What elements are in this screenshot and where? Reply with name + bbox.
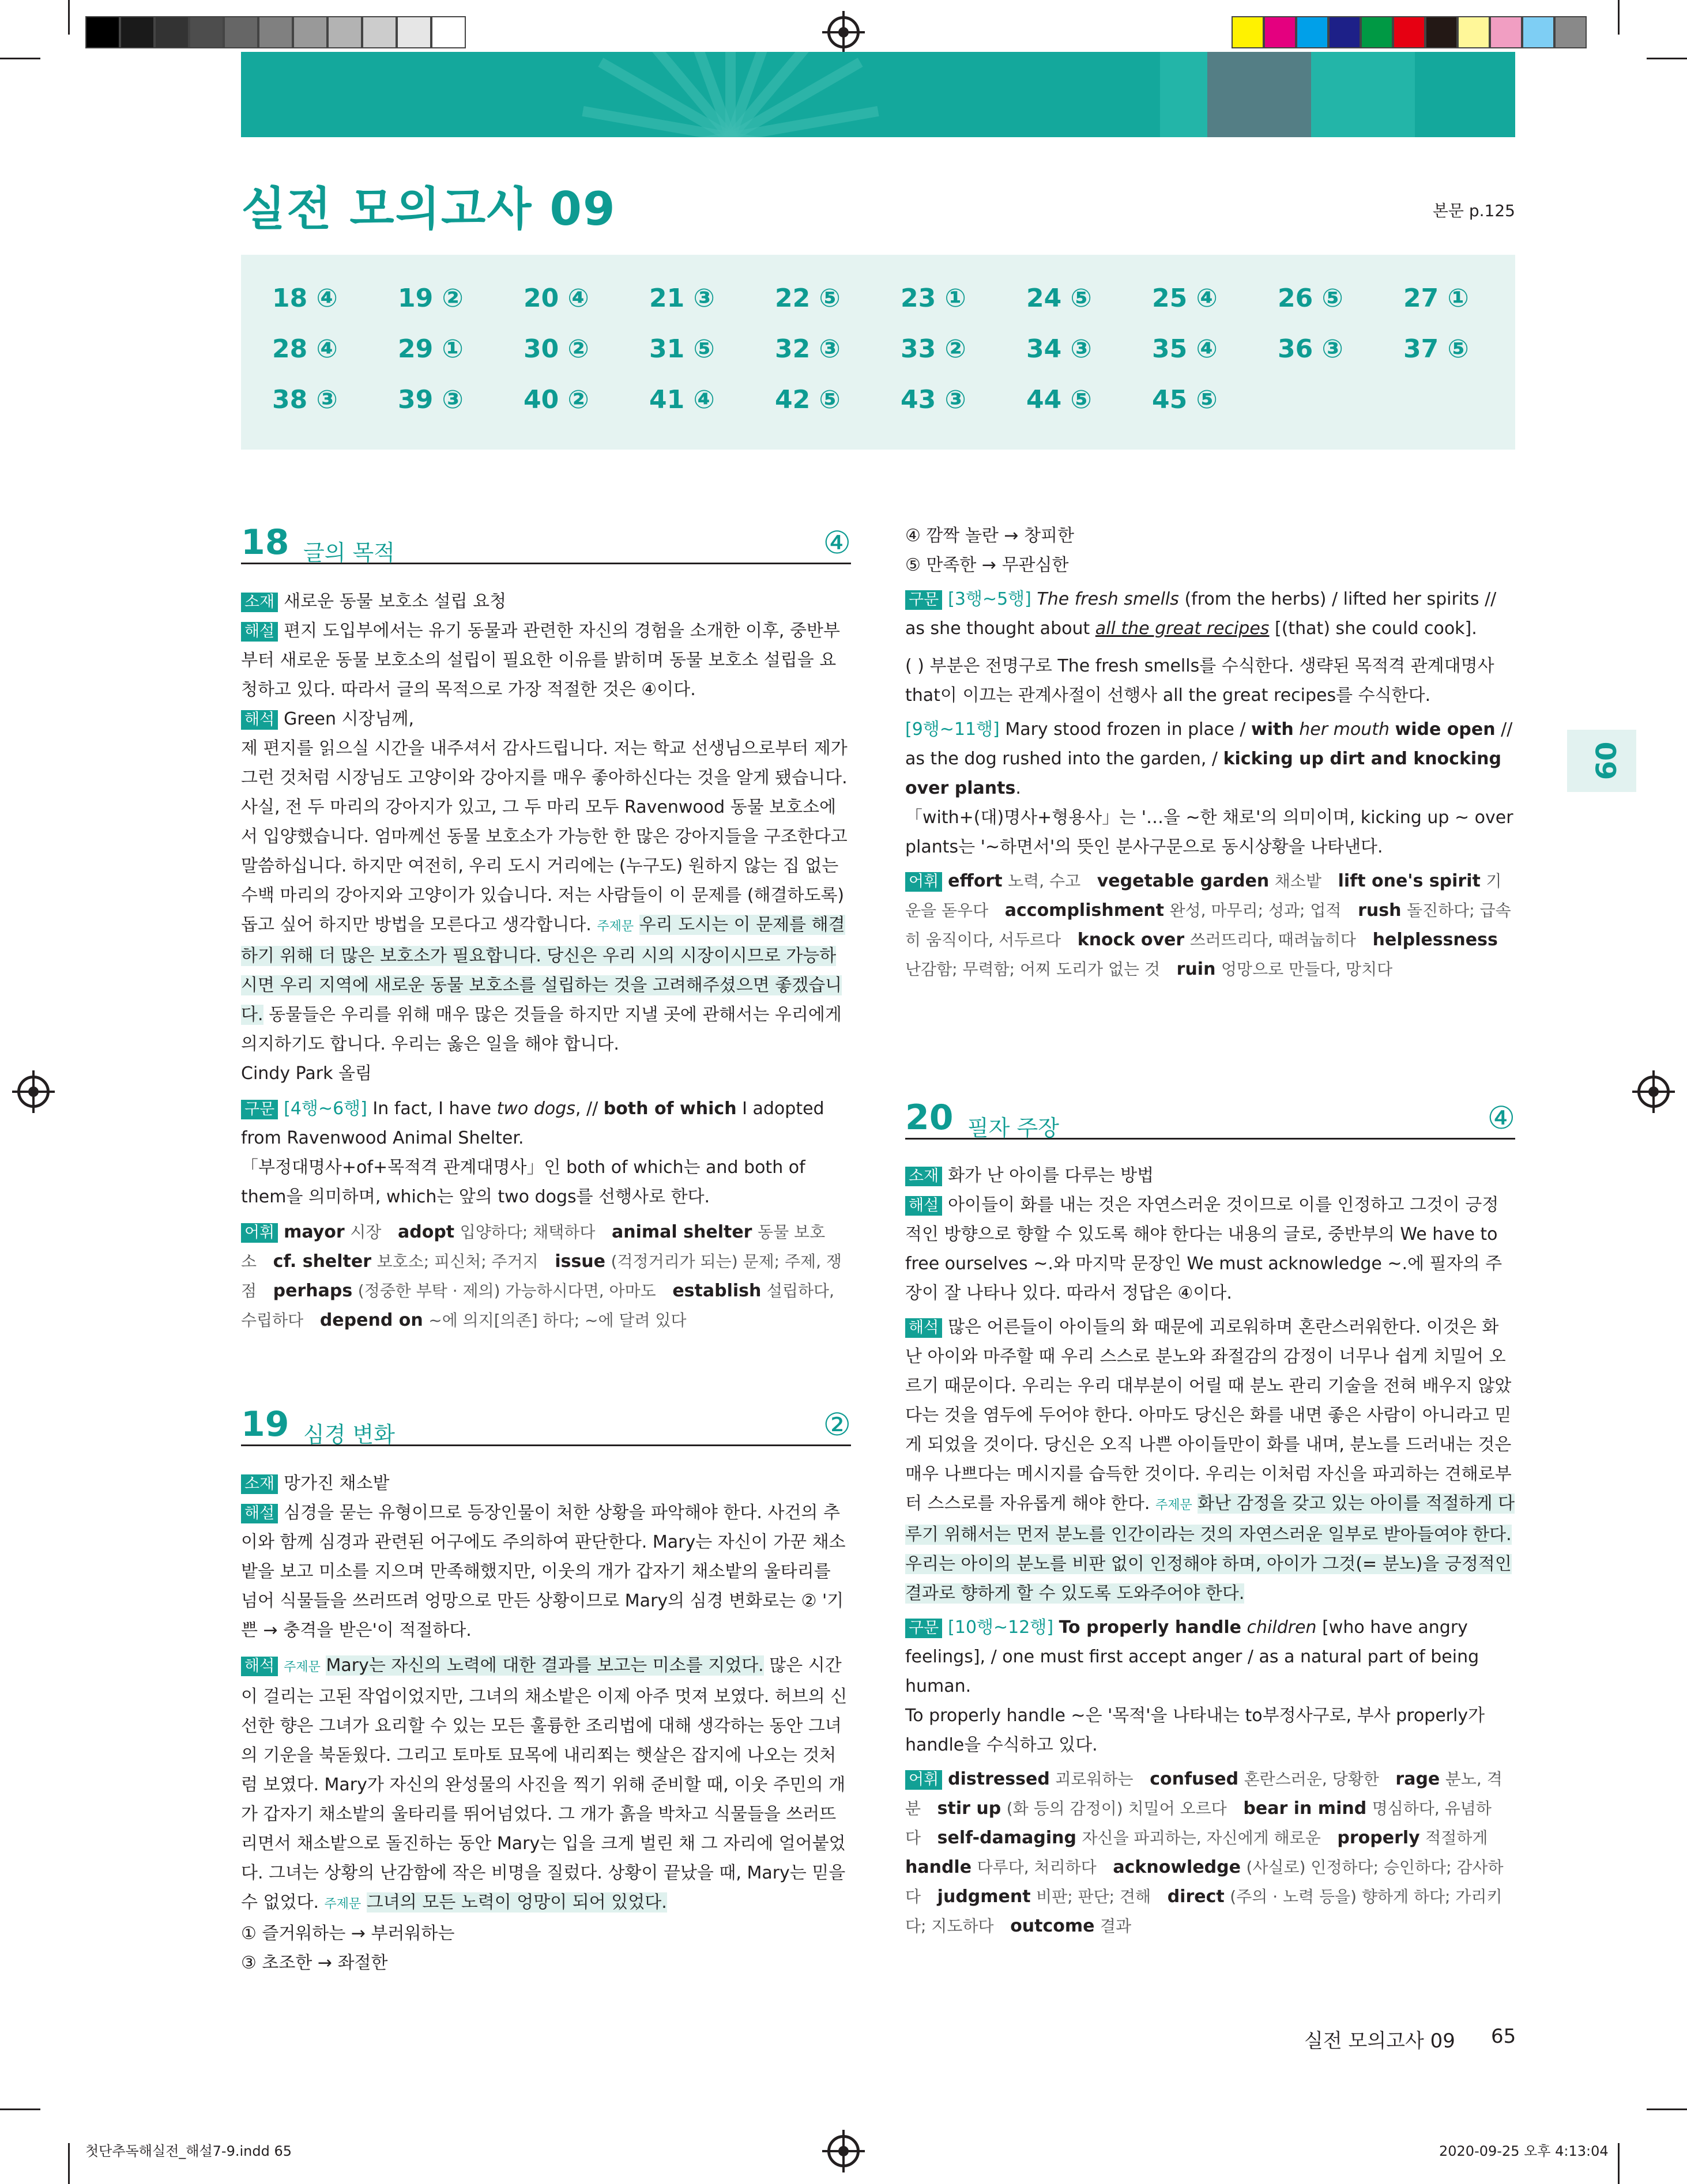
syntax-antecedent: all the great recipes — [1095, 618, 1270, 639]
syntax-with: with — [1251, 719, 1294, 740]
syntax-sentence: (from the herbs) / lifted her spirits // as she thought about — [905, 589, 1497, 639]
tag-haeseol: 해설 — [905, 1196, 942, 1216]
vocab-meaning: 입양하다; 채택하다 — [460, 1223, 596, 1242]
tag-haeseol: 해설 — [241, 1504, 278, 1523]
topic-text: 새로운 동물 보호소 설립 요청 — [284, 591, 507, 612]
syntax-antecedent: children — [1247, 1617, 1317, 1638]
answer-item: 32 ③ — [775, 334, 841, 364]
syntax-sentence: . — [1015, 778, 1021, 798]
vocab-meaning: 자신을 파괴하는, 자신에게 해로운 — [1082, 1828, 1321, 1847]
question-number: 18 — [241, 522, 289, 563]
vocab-meaning: 결과 — [1100, 1917, 1132, 1936]
vocab-meaning: 동물 보호소 — [241, 1223, 826, 1271]
vocab-word: handle — [905, 1857, 972, 1877]
answer-item: 31 ⑤ — [649, 334, 715, 364]
vocab-word: ruin — [1176, 959, 1216, 979]
answer-item: 25 ④ — [1152, 284, 1218, 313]
vocab-word: stir up — [937, 1798, 1001, 1819]
answer-item: 38 ③ — [272, 385, 338, 414]
vocab-meaning: (정중한 부탁 · 제의) 가능하시다면, 아마도 — [357, 1281, 656, 1300]
tag-gumun: 구문 — [905, 1619, 942, 1638]
vocab-meaning: (주의 · 노력 등을) 향하게 하다; 가리키다; 지도하다 — [905, 1887, 1503, 1936]
answer-item: 37 ⑤ — [1403, 334, 1469, 364]
registration-mark-bottom — [827, 2135, 860, 2167]
vocab-meaning: 기운을 돋우다 — [905, 872, 1502, 920]
question-answer: ② — [823, 1406, 851, 1443]
vocab-meaning: 비판; 판단; 견해 — [1036, 1887, 1151, 1906]
vocab-word: effort — [948, 871, 1003, 891]
line-reference: [3행~5행] — [948, 589, 1031, 609]
syntax-relative: both of which — [603, 1099, 737, 1119]
answer-item: 45 ⑤ — [1152, 385, 1218, 414]
question-19-body — [241, 1469, 851, 1978]
explanation-text: 아이들이 화를 내는 것은 자연스러운 것이므로 이를 인정하고 그것이 긍정적인 방향으로 향할 수 있도록 해야 한다는 내용의 글로, 중반부의 We have to free ourselves ~.와 마지막 문장인 We must acknowledge ~.에 필자의 주장이 잘 나타나 있다. 따라서 정답은 ④이다. — [905, 1195, 1503, 1303]
syntax-relative-clause: [(that) she could cook]. — [1274, 618, 1477, 639]
line-reference: [10행~12행] — [948, 1617, 1054, 1638]
answer-item: 39 ③ — [398, 385, 464, 414]
vocab-word: depend on — [319, 1310, 423, 1330]
topic-sentence-label: 주제문 — [284, 1660, 321, 1674]
answer-item: 27 ① — [1403, 284, 1469, 313]
syntax-sentence: // as the dog rushed into the garden, / — [905, 719, 1513, 769]
answer-item: 21 ③ — [649, 284, 715, 313]
syntax-subject: The fresh smells — [1037, 589, 1179, 609]
translation-signature: Cindy Park 올림 — [241, 1063, 372, 1084]
vocab-word: helplessness — [1372, 930, 1498, 950]
question-answer: ④ — [823, 525, 851, 561]
question-19-header — [241, 1404, 851, 1446]
page-number: 65 — [1491, 2025, 1516, 2048]
tag-sojae: 소재 — [241, 593, 278, 612]
question-19-continued — [905, 521, 1515, 984]
vocab-word: outcome — [1010, 1916, 1095, 1936]
line-reference: [9행~11행] — [905, 719, 1000, 740]
slug-date: 2020-09-25 오후 4:13:04 — [1439, 2143, 1609, 2159]
syntax-complement: wide open — [1395, 719, 1496, 740]
answer-item: 19 ② — [398, 284, 464, 313]
slug-filename: 첫단추독해실전_해설7-9.indd 65 — [85, 2143, 292, 2159]
syntax-sentence: , // — [575, 1099, 604, 1119]
vocab-word: issue — [555, 1251, 606, 1272]
question-number: 20 — [905, 1097, 954, 1138]
tag-haeseol: 해설 — [241, 622, 278, 642]
syntax-object: her mouth — [1299, 719, 1389, 740]
answer-item: 34 ③ — [1026, 334, 1092, 364]
answer-item: 23 ① — [901, 284, 966, 313]
answer-item: 30 ② — [524, 334, 589, 364]
topic-sentence-label: 주제문 — [324, 1897, 362, 1911]
vocab-meaning: ~에 의지[의존] 하다; ~에 달려 있다 — [428, 1311, 687, 1330]
vocab-meaning: 명심하다, 유념하다 — [905, 1799, 1492, 1847]
registration-mark-right — [1637, 1076, 1670, 1108]
vocab-meaning: (화 등의 감정이) 치밀어 오르다 — [1006, 1799, 1227, 1818]
vocab-word: properly — [1337, 1828, 1420, 1848]
vocab-word: accomplishment — [1004, 900, 1165, 921]
answer-item: 36 ③ — [1278, 334, 1343, 364]
syntax-infinitive: To properly handle — [1059, 1617, 1241, 1638]
answer-item: 33 ② — [901, 334, 966, 364]
syntax-sentence: I adopted from Ravenwood Animal Shelter. — [241, 1099, 824, 1148]
option-item: ① 즐거워하는 → 부러워하는 — [241, 1923, 455, 1944]
tag-gumun: 구문 — [241, 1100, 278, 1119]
vocab-meaning: 보호소; 피신처; 주거지 — [376, 1252, 539, 1271]
question-18-header — [241, 522, 851, 564]
vocab-word: perhaps — [273, 1281, 353, 1301]
syntax-sentence: In fact, I have — [372, 1099, 492, 1119]
syntax-participle: kicking up dirt and knocking over plants — [905, 749, 1502, 798]
vocab-meaning: 괴로워하는 — [1055, 1770, 1134, 1789]
header-band — [241, 52, 1515, 137]
syntax-antecedent: two dogs — [496, 1099, 575, 1119]
question-number: 19 — [241, 1404, 289, 1444]
answer-item: 24 ⑤ — [1026, 284, 1092, 313]
vocab-meaning: 적절하게 — [1425, 1828, 1488, 1847]
vocab-meaning: 완성, 마무리; 성과; 업적 — [1169, 901, 1342, 920]
vocab-meaning: (사실로) 인정하다; 승인하다; 감사하다 — [905, 1858, 1504, 1906]
question-20-header — [905, 1097, 1515, 1140]
page-title: 실전 모의고사 09 — [241, 182, 616, 236]
translation-greeting: Green 시장님께, — [284, 709, 415, 729]
syntax-note: 「부정대명사+of+목적격 관계대명사」인 both of which는 and both of them을 의미하며, which는 앞의 two dogs를 선행사로 한다. — [241, 1157, 805, 1207]
answer-item: 44 ⑤ — [1026, 385, 1092, 414]
topic-sentence-label: 주제문 — [597, 919, 634, 934]
vocab-word: establish — [672, 1281, 762, 1301]
vocab-word: lift one's spirit — [1338, 871, 1481, 891]
vocab-word: self-damaging — [937, 1828, 1076, 1848]
option-item: ④ 깜짝 놀란 → 창피한 — [905, 526, 1075, 546]
answer-item: 35 ④ — [1152, 334, 1218, 364]
question-type: 글의 목적 — [303, 540, 395, 565]
answer-item: 41 ④ — [649, 385, 715, 414]
answer-item: 42 ⑤ — [775, 385, 841, 414]
vocab-word: knock over — [1077, 930, 1185, 950]
translation-text: 제 편지를 읽으실 시간을 내주셔서 감사드립니다. 저는 학교 선생님으로부터 제가 그런 것처럼 시장님도 고양이와 강아지를 매우 좋아하신다는 것을 알게 됐습니다. 사실, 전 두 마리의 강아지가 있고, 그 두 마리 모두 Ravenwood 동물 보호소에서 입양했습니다. 엄마께선 동물 보호소가 가능한 한 많은 강아지들을 구조한다고 말씀하십니다. 하지만 여전히, 우리 도시 거리에는 (누구도) 원하지 않는 집 없는 수백 마리의 강아지와 고양이가 있습니다. 저는 사람들이 이 문제를 (해결하도록) 돕고 싶어 하지만 방법을 모른다고 생각합니다. — [241, 738, 848, 935]
translation-text: 동물들은 우리를 위해 매우 많은 것들을 하지만 지낼 곳에 관해서는 우리에게 의지하기도 합니다. 우리는 옳은 일을 해야 합니다. — [241, 1005, 842, 1054]
question-answer: ④ — [1487, 1100, 1515, 1136]
side-tab-label: 09 — [1588, 741, 1621, 780]
vocab-meaning: 엉망으로 만들다, 망치다 — [1221, 960, 1393, 979]
option-item: ③ 초조한 → 좌절한 — [241, 1953, 388, 1973]
question-20-body — [905, 1161, 1515, 1941]
answer-item: 28 ④ — [272, 334, 338, 364]
syntax-sentence: [who have angry feelings], / one must first accept anger / as a natural part of being human. — [905, 1617, 1479, 1696]
answer-key — [241, 255, 1515, 450]
answer-item: 18 ④ — [272, 284, 338, 313]
registration-mark-top — [827, 16, 860, 48]
answer-item: 40 ② — [524, 385, 589, 414]
vocab-word: mayor — [284, 1222, 345, 1242]
line-reference: [4행~6행] — [284, 1099, 367, 1119]
tag-eohwi: 어휘 — [905, 872, 942, 892]
syntax-sentence: Mary stood frozen in place / — [1005, 719, 1246, 740]
side-tab — [1567, 730, 1636, 792]
explanation-text: 편지 도입부에서는 유기 동물과 관련한 자신의 경험을 소개한 이후, 중반부부터 새로운 동물 보호소의 설립이 필요한 이유를 밝히며 동물 보호소 설립을 요청하고 있다. 따라서 글의 목적으로 가장 적절한 것은 ④이다. — [241, 621, 840, 700]
question-type: 필자 주장 — [967, 1115, 1059, 1141]
topic-sentence: Mary는 자신의 노력에 대한 결과를 보고는 미소를 지었다. — [326, 1655, 764, 1676]
topic-text: 화가 난 아이를 다루는 방법 — [948, 1165, 1154, 1186]
answer-item: 22 ⑤ — [775, 284, 841, 313]
topic-sentence: 그녀의 모든 노력이 엉망이 되어 있었다. — [366, 1892, 667, 1913]
page-reference: 본문 p.125 — [1432, 201, 1515, 220]
syntax-note: To properly handle ~은 '목적'을 나타내는 to부정사구로, 부사 properly가 handle을 수식하고 있다. — [905, 1706, 1485, 1755]
answer-item: 26 ⑤ — [1278, 284, 1343, 313]
vocab-meaning: (걱정거리가 되는) 문제; 주제, 쟁점 — [241, 1252, 842, 1300]
tag-sojae: 소재 — [905, 1167, 942, 1186]
translation-text: 많은 어른들이 아이들의 화 때문에 괴로워하며 혼란스러워한다. 이것은 화난 아이와 마주할 때 우리 스스로 분노와 좌절감의 감정이 너무나 쉽게 치밀어 오르기 때문이다. 우리는 우리 대부분이 어릴 때 분노 관리 기술을 전혀 배우지 않았다는 것을 염두에 두어야 한다. 아마도 당신은 화를 내면 좋은 사람이 아니라고 믿게 되었을 것이다. 당신은 오직 나쁜 아이들만이 화를 내며, 분노를 드러내는 것은 매우 나쁘다는 메시지를 습득한 것이다. 우리는 이처럼 자신을 파괴하는 견해로부터 스스로를 자유롭게 해야 한다. — [905, 1317, 1512, 1514]
answer-item: 20 ④ — [524, 284, 589, 313]
vocab-word: vegetable garden — [1097, 871, 1270, 891]
vocab-meaning: 설립하다, 수립하다 — [241, 1281, 834, 1330]
tag-haeseok: 해석 — [905, 1318, 942, 1338]
vocab-word: bear in mind — [1243, 1798, 1367, 1819]
vocab-word: cf. shelter — [273, 1251, 372, 1272]
tag-eohwi: 어휘 — [241, 1223, 278, 1243]
registration-mark-left — [17, 1076, 50, 1108]
vocab-word: animal shelter — [612, 1222, 752, 1242]
vocab-meaning: 돌진하다; 급속히 움직이다, 서두르다 — [905, 901, 1511, 949]
tag-gumun: 구문 — [905, 590, 942, 610]
tag-haeseok: 해석 — [241, 1657, 278, 1676]
vocab-meaning: 노력, 수고 — [1008, 872, 1081, 891]
tag-eohwi: 어휘 — [905, 1770, 942, 1790]
vocab-meaning: 쓰러뜨리다, 때려눕히다 — [1189, 930, 1356, 949]
vocab-meaning: 분노, 격분 — [905, 1770, 1503, 1818]
topic-text: 망가진 채소밭 — [284, 1473, 390, 1493]
vocab-word: rage — [1395, 1769, 1440, 1789]
vocab-word: distressed — [948, 1769, 1050, 1789]
topic-sentence: 화난 감정을 갖고 있는 아이를 적절하게 다루기 위해서는 먼저 분노를 인간이라는 것의 자연스러운 일부로 받아들여야 한다. 우리는 아이의 분노를 비판 없이 인정해야 하며, 아이가 그것(= 분노)을 긍정적인 결과로 향하게 할 수 있도록 도와주어야 한다. — [905, 1493, 1515, 1604]
tag-haeseok: 해석 — [241, 710, 278, 730]
vocab-meaning: 시장 — [350, 1223, 382, 1242]
vocab-meaning: 다루다, 처리하다 — [977, 1858, 1097, 1877]
question-type: 심경 변화 — [303, 1422, 395, 1447]
syntax-note: ( ) 부분은 전명구로 The fresh smells를 수식한다. 생략된 목적격 관계대명사 that이 이끄는 관계사절이 선행사 all the great recipes를 수식한다. — [905, 656, 1494, 706]
footer-section-title: 실전 모의고사 09 — [1304, 2030, 1455, 2053]
vocab-word: acknowledge — [1113, 1857, 1241, 1877]
translation-text: 많은 시간이 걸리는 고된 작업이었지만, 그녀의 채소밭은 이제 아주 멋져 보였다. 허브의 신선한 향은 그녀가 요리할 수 있는 모든 훌륭한 조리법에 대해 생각하는 동안 그녀의 기운을 북돋웠다. 그리고 토마토 묘목에 내리쬐는 햇살은 잡지에 나오는 것처럼 보였다. Mary가 자신의 완성물의 사진을 찍기 위해 준비할 때, 이웃 주민의 개가 갑자기 채소밭의 울타리를 뛰어넘었다. 그 개가 흙을 박차고 식물들을 쓰러뜨리면서 채소밭으로 돌진하는 동안 Mary는 입을 크게 벌린 채 그 자리에 얼어붙었다. 그녀는 상황의 난감함에 작은 비명을 질렀다. 상황이 끝났을 때, Mary는 믿을 수 없었다. — [241, 1655, 848, 1913]
question-18-body — [241, 587, 851, 1335]
topic-sentence-label: 주제문 — [1155, 1498, 1192, 1512]
vocab-word: confused — [1150, 1769, 1239, 1789]
vocab-meaning: 채소밭 — [1274, 872, 1321, 891]
tag-sojae: 소재 — [241, 1474, 278, 1494]
explanation-text: 심경을 묻는 유형이므로 등장인물이 처한 상황을 파악해야 한다. 사건의 추이와 함께 심경과 관련된 어구에도 주의하여 판단한다. Mary는 자신이 가꾼 채소밭을 보고 미소를 지으며 만족해했지만, 이웃의 개가 갑자기 채소밭의 울타리를 넘어 식물들을 쓰러뜨려 엉망으로 만든 상황이므로 Mary의 심경 변화로는 ② '기쁜 → 충격을 받은'이 적절하다. — [241, 1503, 846, 1640]
vocab-word: direct — [1167, 1887, 1225, 1907]
vocab-meaning: 혼란스러운, 당황한 — [1244, 1770, 1379, 1789]
vocab-word: judgment — [937, 1887, 1031, 1907]
vocab-word: rush — [1358, 900, 1402, 921]
answer-item: 43 ③ — [901, 385, 966, 414]
topic-sentence: 우리 도시는 이 문제를 해결하기 위해 더 많은 보호소가 필요합니다. 당신은 우리 시의 시장이시므로 가능하시면 우리 지역에 새로운 동물 보호소를 설립하는 것을 고려해주셨으면 좋겠습니다. — [241, 915, 845, 1025]
answer-item: 29 ① — [398, 334, 464, 364]
vocab-word: adopt — [397, 1222, 455, 1242]
vocab-meaning: 난감함; 무력함; 어찌 도리가 없는 것 — [905, 960, 1161, 979]
syntax-note: 「with+(대)명사+형용사」는 '…을 ~한 채로'의 의미이며, kicking up ~ over plants는 '~하면서'의 뜻인 분사구문으로 동시상황을 나타낸다. — [905, 808, 1513, 857]
option-item: ⑤ 만족한 → 무관심한 — [905, 555, 1069, 575]
